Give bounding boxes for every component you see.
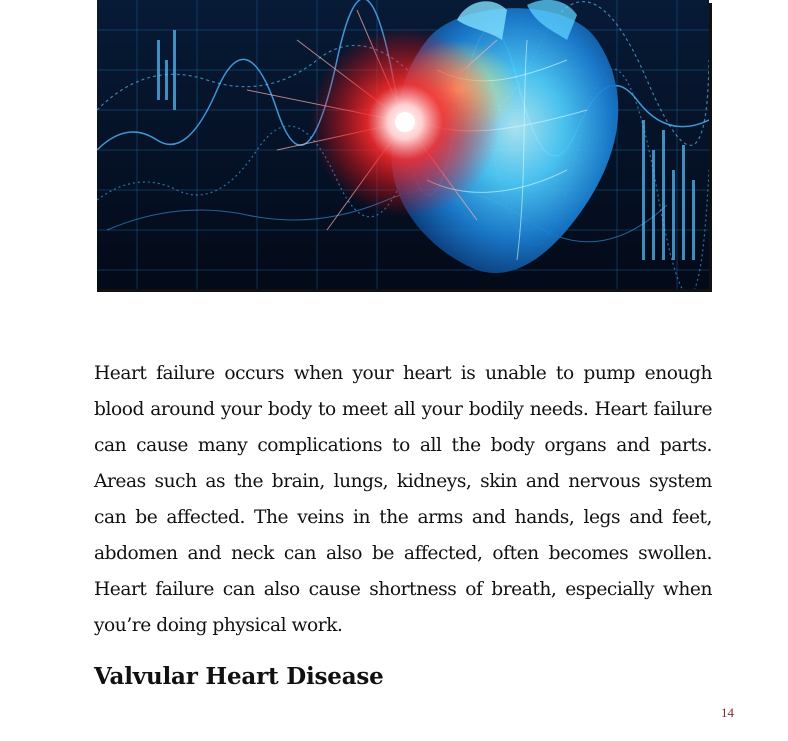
- heart-illustration: [97, 0, 709, 289]
- section-heading: Valvular Heart Disease: [94, 663, 384, 690]
- page-number: 14: [721, 705, 734, 720]
- heart-hologram-icon: [97, 0, 709, 289]
- body-paragraph: Heart failure occurs when your heart is unable to pump enough blood around your body to meet all your bodily needs. Heart failure can cause many complications to all the body organs and parts. Areas such as the brain, lungs, kidneys, skin and nervous system can be affected. The veins in the arms and hands, legs and feet, abdomen and neck can also be affected, often becomes swollen. Heart failure can also cause shortness of breath, especially when you’re doing physical work.: [94, 363, 712, 636]
